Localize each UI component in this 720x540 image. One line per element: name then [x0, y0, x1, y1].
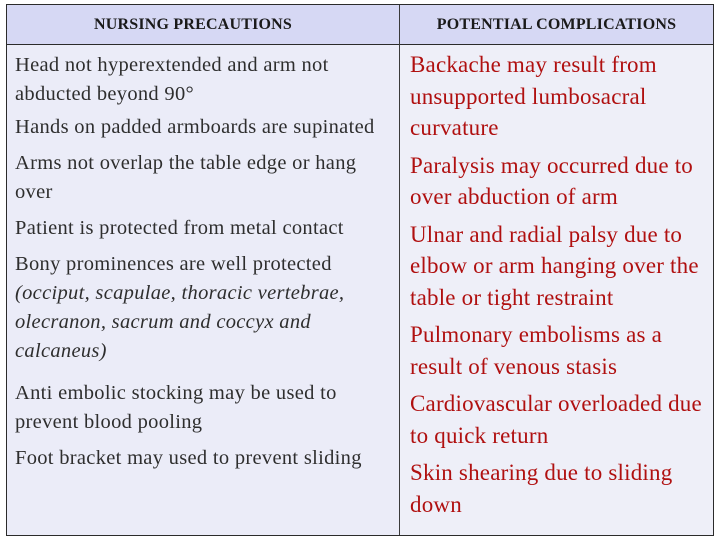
precaution-item-stocking: Anti embolic stocking may be used to prevent blood pooling — [15, 382, 337, 433]
complication-item-embolism: Pulmonary embolisms as a result of venous stasis — [410, 322, 663, 379]
precaution-item-hands: Hands on padded armboards are supinated — [15, 116, 375, 138]
precaution-item-arms: Arms not overlap the table edge or hang over — [15, 152, 357, 203]
precaution-item-bony-detail: (occiput, scapulae, thoracic vertebrae, olecranon, sacrum and coccyx and calcaneus) — [15, 282, 345, 362]
precautions-column — [7, 5, 400, 535]
precaution-item-bony-text: Bony prominences are well protected — [15, 253, 332, 275]
complications-column — [400, 5, 713, 535]
precaution-item-head: Head not hyperextended and arm not abducted beyond 90° — [15, 54, 329, 105]
complications-list — [400, 45, 713, 535]
complication-item-skin-shearing: Skin shearing due to sliding down — [410, 460, 673, 517]
precaution-item-metal: Patient is protected from metal contact — [15, 217, 344, 239]
precautions-list — [7, 45, 399, 535]
precautions-table — [6, 4, 714, 536]
complication-item-backache: Backache may result from unsupported lumbosacral curvature — [410, 52, 657, 140]
complication-item-palsy: Ulnar and radial palsy due to elbow or arm hanging over the table or tight restraint — [410, 221, 699, 310]
precaution-item-bony — [15, 250, 399, 366]
complications-header: POTENTIAL COMPLICATIONS — [400, 5, 713, 45]
complication-item-cardiovascular: Cardiovascular overloaded due to quick return — [410, 391, 702, 448]
precaution-item-foot-bracket: Foot bracket may used to prevent sliding — [15, 447, 362, 469]
precautions-header: NURSING PRECAUTIONS — [7, 5, 399, 45]
complication-item-paralysis: Paralysis may occurred due to over abduction of arm — [410, 152, 693, 209]
